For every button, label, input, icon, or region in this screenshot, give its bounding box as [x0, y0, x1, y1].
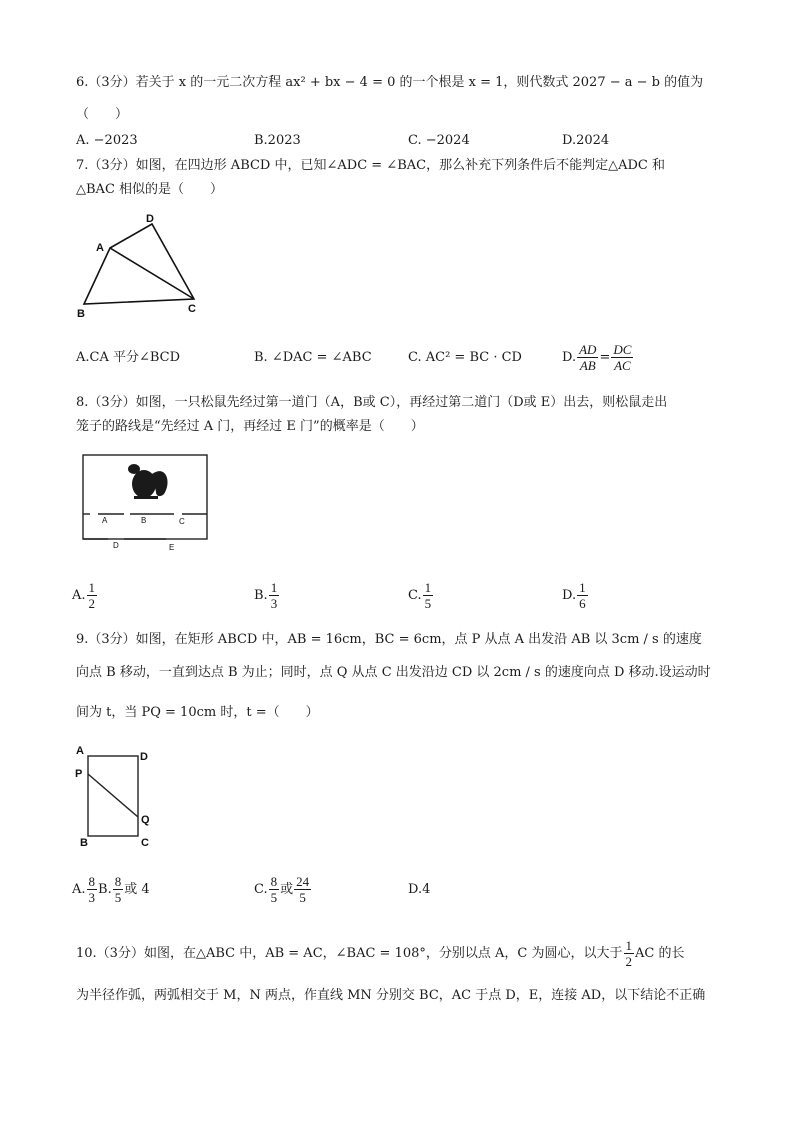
q10-half-den: 2: [625, 954, 632, 969]
q9-option-c-mid: 或: [280, 882, 294, 897]
q9-option-c-num1: 8: [270, 874, 278, 889]
q9-label-q: Q: [141, 814, 150, 826]
q8-gate-b: B: [141, 516, 147, 525]
q7-option-d-frac1-den: AB: [579, 358, 596, 373]
q7-option-d-frac2-den: AC: [614, 358, 631, 373]
q8-option-b-den: 3: [270, 596, 278, 611]
q8-option-a-prefix: A.: [72, 588, 86, 603]
q7-label-d: D: [146, 213, 154, 225]
q7-stem-line2: △BAC 相似的是（ ）: [76, 182, 224, 197]
q8-option-c-num: 1: [424, 580, 432, 595]
q7-option-a: A.CA 平分∠BCD: [76, 350, 181, 365]
q8-option-d-frac: [577, 580, 588, 611]
q9-option-a-den: 3: [88, 890, 96, 905]
q8-stem-line1: 8.（3分）如图，一只松鼠先经过第一道门（A，B或 C），再经过第二道门（D或 E）出去，则松鼠走出: [76, 395, 668, 410]
q7-stem-line1: 7.（3分）如图，在四边形 ABCD 中，已知∠ADC = ∠BAC，那么补充下列条件后不能判定△ADC 和: [76, 158, 665, 173]
q8-option-a-den: 2: [88, 596, 96, 611]
q7-option-d-prefix: D.: [562, 350, 577, 365]
q8-option-d-num: 1: [579, 580, 586, 595]
q8-option-a-frac: [87, 580, 98, 611]
q6-stem-line2: （ ）: [76, 107, 129, 122]
q9-option-c-frac1: [269, 874, 280, 905]
q7-option-d-frac2: [611, 342, 633, 373]
q9-option-c-den1: 5: [270, 890, 278, 905]
q8-option-b-prefix: B.: [254, 588, 268, 603]
q7-option-d-frac1: [577, 342, 598, 373]
q9-option-a-frac: [87, 874, 98, 905]
q7-option-d-frac2-num: DC: [613, 342, 632, 357]
q9-option-c-den2: 5: [299, 890, 306, 905]
q9-label-d: D: [140, 751, 148, 763]
q7-label-b: B: [77, 308, 85, 320]
q8-option-c-frac: [423, 580, 434, 611]
q8-option-d-den: 6: [579, 596, 586, 611]
q10-half-frac: [624, 938, 635, 969]
q8-option-b: [254, 579, 280, 613]
q10-stem-line1: [76, 937, 684, 971]
q9-option-b-suffix: 或 4: [124, 882, 150, 897]
q8-option-c: [408, 579, 434, 613]
q9-option-c-frac2: [294, 874, 311, 905]
q9-label-a: A: [76, 745, 84, 757]
q9-option-c-prefix: C.: [254, 882, 268, 897]
q8-stem-line2: 笼子的路线是“先经过 A 门，再经过 E 门”的概率是（ ）: [76, 419, 424, 434]
q9-option-a-num: 8: [88, 874, 96, 889]
q6-option-c: C. −2024: [408, 133, 470, 148]
q7-quadrilateral-figure: [70, 206, 210, 321]
q8-gate-c: C: [179, 517, 185, 526]
q9-label-c: C: [141, 837, 149, 849]
q10-stem-line2: 为半径作弧，两弧相交于 M，N 两点，作直线 MN 分别交 BC，AC 于点 D，E，连接 AD，以下结论不正确: [76, 988, 706, 1003]
q9-option-c-num2: 24: [296, 874, 310, 889]
q9-rectangle-figure: [70, 742, 165, 852]
q7-option-d-eq: =: [599, 350, 611, 365]
q6-option-b: B.2023: [254, 133, 301, 148]
q9-segment-pq: [88, 774, 138, 817]
q6-option-a: A. −2023: [76, 133, 138, 148]
q10-stem-line1-a: 10.（3分）如图，在△ABC 中，AB = AC，∠BAC = 108°，分别以点 A，C 为圆心，以大于: [76, 946, 623, 961]
q7-label-c: C: [188, 303, 196, 315]
q9-label-b: B: [80, 837, 88, 849]
q7-option-c: C. AC² = BC · CD: [408, 350, 522, 365]
q9-option-d: D.4: [408, 882, 431, 897]
q9-option-a-prefix: A.: [72, 882, 86, 897]
q9-stem-line3: 间为 t，当 PQ = 10cm 时，t =（ ）: [76, 705, 319, 720]
q8-option-a-num: 1: [88, 580, 96, 595]
q7-option-d-frac1-num: AD: [579, 342, 597, 357]
q8-option-c-den: 5: [424, 596, 432, 611]
q10-half-num: 1: [625, 938, 632, 953]
q6-stem-line1: 6.（3分）若关于 x 的一元二次方程 ax² + bx − 4 = 0 的一个根是 x = 1，则代数式 2027 − a − b 的值为: [76, 75, 704, 90]
q9-stem-line1: 9.（3分）如图，在矩形 ABCD 中，AB = 16cm，BC = 6cm，点 P 从点 A 出发沿 AB 以 3cm / s 的速度: [76, 632, 702, 647]
q9-options-ab: [72, 873, 150, 907]
q8-option-d: [562, 579, 589, 613]
q8-option-a: [72, 579, 98, 613]
q6-option-d: D.2024: [562, 133, 610, 148]
squirrel-icon: [128, 464, 168, 499]
q7-option-d: [562, 341, 634, 375]
q8-option-b-frac: [269, 580, 280, 611]
q9-option-b-num: 8: [114, 874, 122, 889]
q8-gate-d: D: [113, 541, 119, 550]
q7-option-b: B. ∠DAC = ∠ABC: [254, 350, 372, 365]
q8-gate-e: E: [169, 543, 175, 552]
q8-cage-figure: [78, 452, 210, 554]
q8-option-b-num: 1: [270, 580, 278, 595]
q8-option-d-prefix: D.: [562, 588, 577, 603]
q9-label-p: P: [75, 768, 83, 780]
q7-figure-edges: [84, 224, 194, 304]
q8-gate-a: A: [102, 516, 108, 525]
q9-option-b-prefix: B.: [98, 882, 112, 897]
q9-option-b-den: 5: [114, 890, 122, 905]
q8-option-c-prefix: C.: [408, 588, 422, 603]
q9-option-b-frac: [113, 874, 124, 905]
q7-label-a: A: [96, 242, 104, 254]
q9-option-c: [254, 873, 312, 907]
q10-stem-line1-b: AC 的长: [635, 946, 685, 961]
q9-stem-line2: 向点 B 移动，一直到达点 B 为止；同时，点 Q 从点 C 出发沿边 CD 以 2cm / s 的速度向点 D 移动.设运动时: [76, 665, 711, 680]
